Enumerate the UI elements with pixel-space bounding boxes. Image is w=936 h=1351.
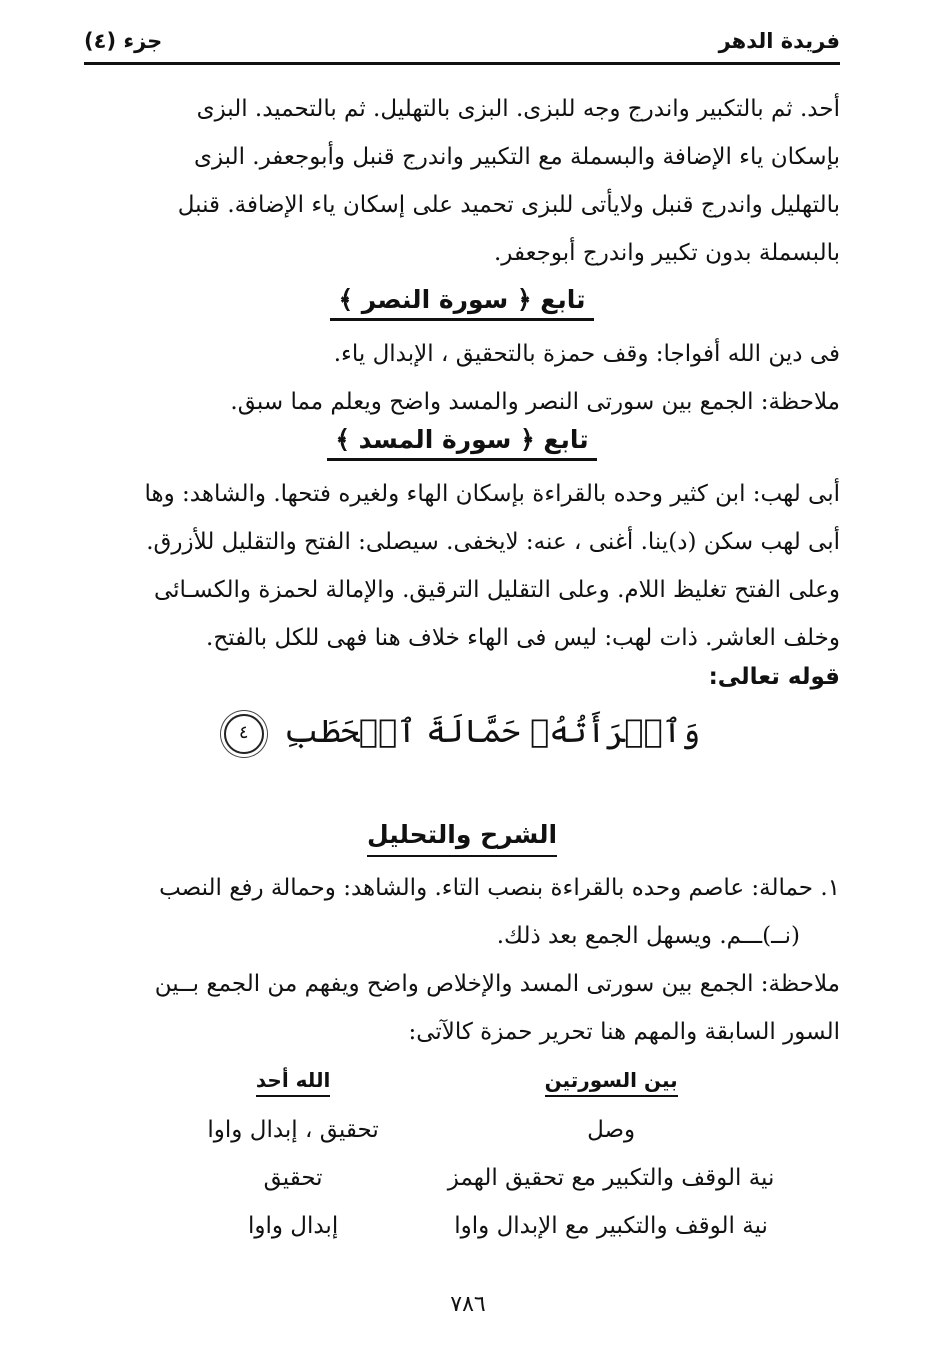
text-line: بالتهليل واندرج قنبل ولايأتى للبزى تحميد على إسكان ياء الإضافة. قنبل [177, 192, 840, 218]
hamza-table [150, 1058, 786, 1250]
table-header-cell [150, 1067, 436, 1097]
text-line: ١. حمالة: عاصم وحده بالقراءة بنصب التاء. والشاهد: وحمالة رفع النصب [159, 875, 840, 901]
verse-text: وَٱمۡرَأَتُهُۥ حَمَّالَةَ ٱلۡحَطَبِ [283, 712, 701, 750]
paragraph-1 [84, 85, 840, 277]
text-line: ملاحظة: الجمع بين سورتى النصر والمسد واضح ويعلم مما سبق. [230, 389, 840, 415]
text-line: ملاحظة: الجمع بين سورتى المسد والإخلاص واضح ويفهم من الجمع بــين [154, 971, 840, 997]
section-title-text: الشرح والتحليل [367, 820, 557, 857]
table-row [150, 1106, 786, 1154]
quran-verse [84, 712, 840, 754]
book-title: فريدة الدهر [718, 29, 840, 53]
table-row [150, 1202, 786, 1250]
text-line: بإسكان ياء الإضافة والبسملة مع التكبير واندرج قنبل وأبوجعفر. البزى [193, 144, 840, 170]
table-cell: تحقيق [263, 1165, 323, 1191]
header-between-surahs: بين السورتين [545, 1068, 678, 1097]
part-label: جزء (٤) [84, 29, 163, 53]
table-header-row [150, 1058, 786, 1106]
heading-text: تابع ﴿ سورة النصر ﴾ [330, 285, 593, 321]
lead-in: قوله تعالى: [708, 664, 840, 690]
table-cell: إبدال واوا [247, 1213, 339, 1239]
paragraph-3 [84, 470, 840, 662]
table-cell: تحقيق ، إبدال واوا [207, 1117, 379, 1143]
text-line: فى دين الله أفواجا: وقف حمزة بالتحقيق ، الإبدال ياء. [333, 341, 840, 367]
text-line: أبى لهب سكن (د)ينا. أغنى ، عنه: لايخفى. سيصلى: الفتح والتقليل للأزرق. [146, 529, 840, 555]
paragraph-4 [84, 864, 840, 1056]
text-line: أبى لهب: ابن كثير وحده بالقراءة بإسكان الهاء ولغيره فتحها. والشاهد: وها [144, 481, 840, 507]
heading-surah-nasr [84, 285, 840, 321]
section-title [84, 820, 840, 857]
table-row [150, 1154, 786, 1202]
text-line: وخلف العاشر. ذات لهب: ليس فى الهاء خلاف هنا فهى للكل بالفتح. [206, 625, 840, 651]
verse-number-marker: ٤ [224, 714, 264, 754]
text-line: وعلى الفتح تغليظ اللام. وعلى التقليل الترقيق. والإمالة لحمزة والكسـائى [153, 577, 840, 603]
heading-surah-masad [84, 425, 840, 461]
paragraph-2 [84, 330, 840, 426]
table-cell: وصل [587, 1117, 636, 1143]
text-line: (نــ)ـــم. ويسهل الجمع بعد ذلك. [496, 923, 800, 949]
page-header [84, 22, 840, 60]
header-rule [84, 62, 840, 65]
table-cell: نية الوقف والتكبير مع تحقيق الهمز [447, 1165, 775, 1191]
text-line: السور السابقة والمهم هنا تحرير حمزة كالآتى: [408, 1019, 840, 1045]
table-cell: نية الوقف والتكبير مع الإبدال واوا [454, 1213, 768, 1239]
heading-text: تابع ﴿ سورة المسد ﴾ [327, 425, 596, 461]
text-line: بالبسملة بدون تكبير واندرج أبوجعفر. [493, 240, 840, 266]
header-allah-ahad: الله أحد [256, 1068, 330, 1097]
table-header-cell [436, 1067, 786, 1097]
page-number: ٧٨٦ [450, 1292, 486, 1317]
text-line: أحد. ثم بالتكبير واندرج وجه للبزى. البزى بالتهليل. ثم بالتحميد. البزى [196, 96, 840, 122]
